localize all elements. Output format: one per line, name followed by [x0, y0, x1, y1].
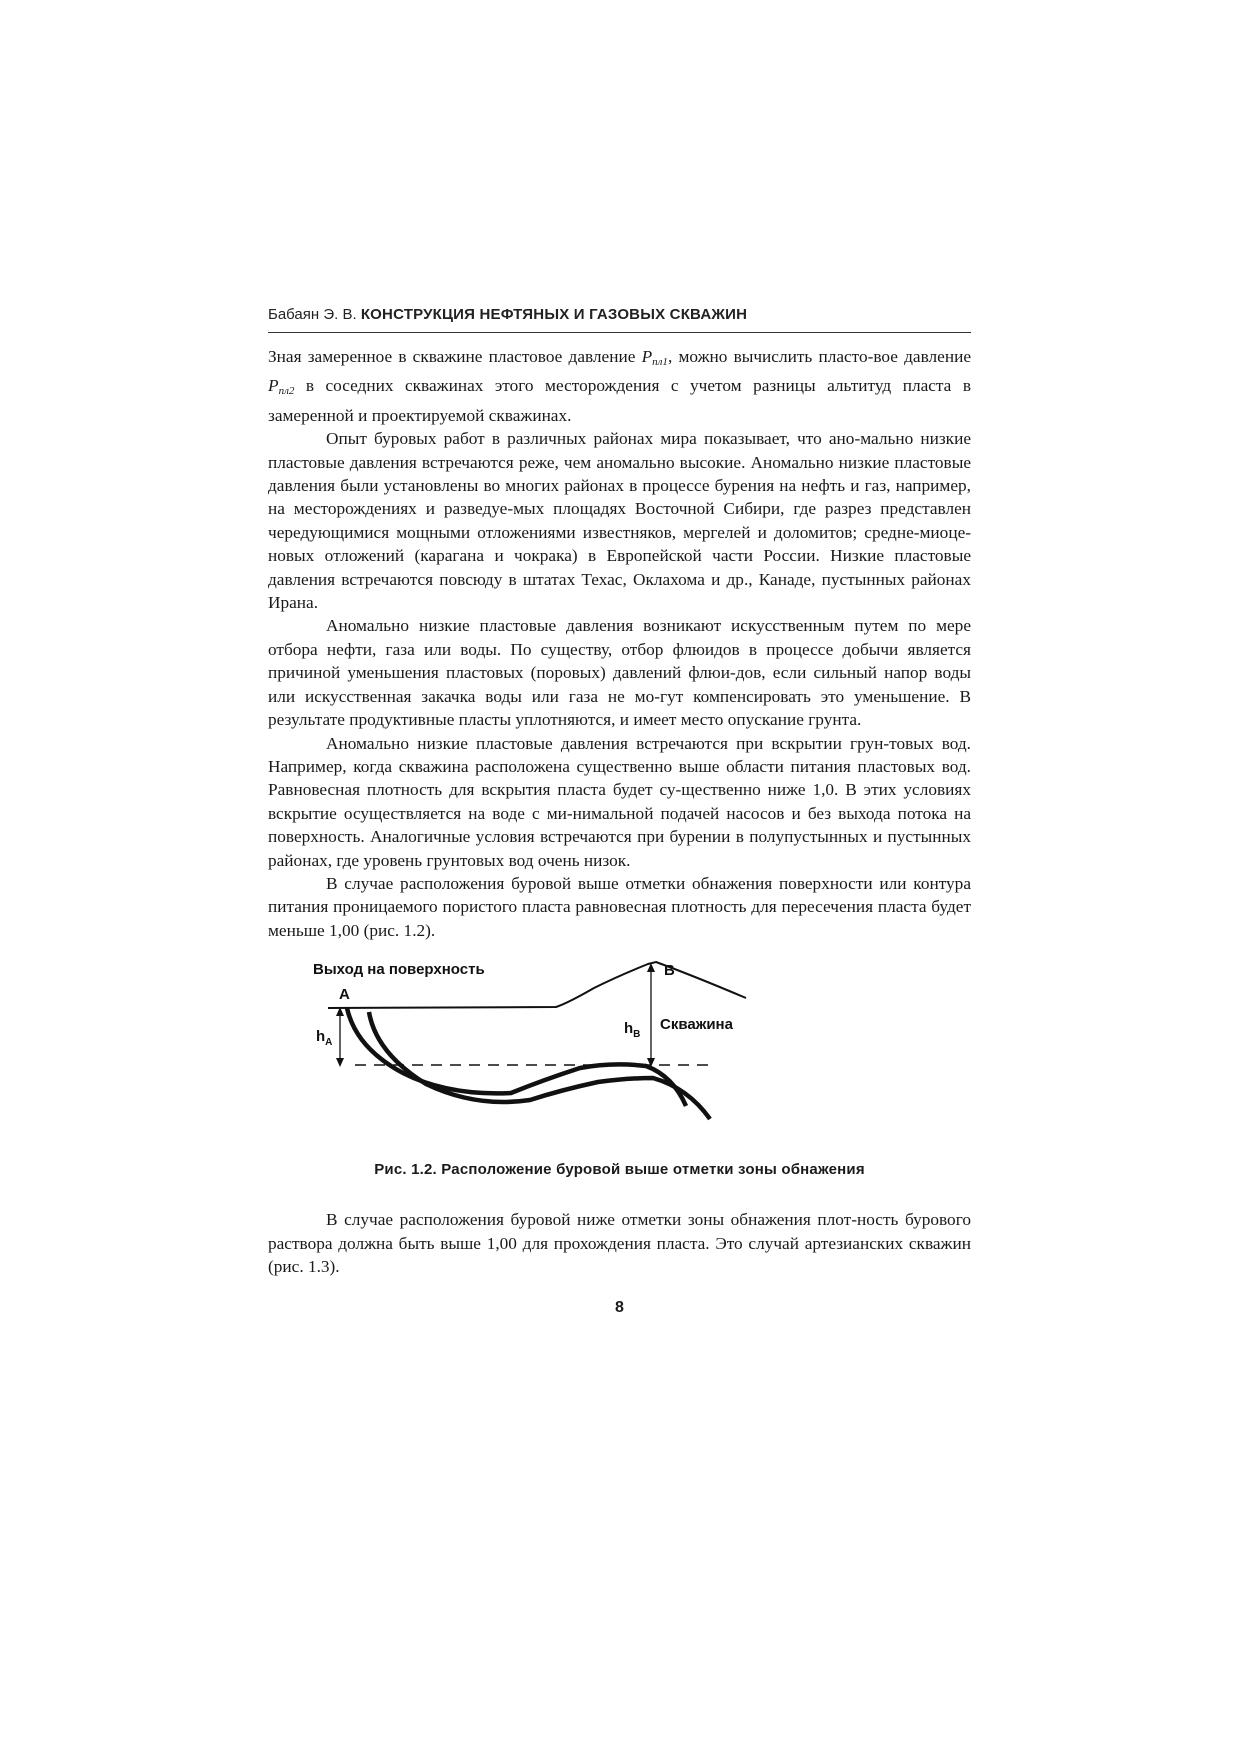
var-p-pl2 [268, 376, 295, 398]
paragraph-1-text-b: , можно вычислить пласто-вое давление [667, 347, 971, 366]
var-p-pl1 [642, 347, 668, 366]
label-h-b-main: h [624, 1020, 634, 1038]
page-number: 8 [615, 1299, 624, 1317]
paragraph-1 [268, 345, 971, 427]
paragraph-5: В случае расположения буровой выше отметки обнажения поверхности или контура питания проницаемого пористого пласта равновесная плотность для пересечения пласта будет меньше 1,00 (рис. 1.2). [268, 873, 971, 940]
figure-diagram [268, 958, 971, 1158]
body-text-top [268, 345, 971, 942]
running-header [268, 306, 971, 333]
book-page [268, 306, 971, 1317]
ha-arrow-head-bottom [336, 1058, 344, 1067]
var-p-pl1-sub: пл1 [652, 356, 668, 368]
var-p-pl2-sub: пл2 [278, 385, 295, 398]
paragraph-1-text-c: в соседних скважинах этого месторождения с учетом разницы альтитуд пласта в замеренной и проектируемой скважинах. [268, 376, 971, 425]
paragraph-3: Аномально низкие пластовые давления возникают искусственным путем по мере отбора нефти, газа или воды. По существу, отбор флюидов в процессе добычи является причиной уменьшения пластовых (поровых) давлений флюи-дов, если сильный напор воды или искусственная закачка воды или газа не мо-гут компенсировать это уменьшение. В результате продуктивные пласты уплотняются, и имеет место опускание грунта. [268, 616, 971, 730]
label-point-b: В [664, 962, 675, 980]
body-text-bottom [268, 1208, 971, 1278]
paragraph-1-text-a: Зная замеренное в скважине пластовое давление [268, 347, 642, 366]
label-outcrop: Выход на поверхность [313, 961, 485, 979]
paragraph-6: В случае расположения буровой ниже отметки зоны обнажения плот-ность бурового раствора должна быть выше 1,00 для прохождения пласта. Это случай артезианских скважин (рис. 1.3). [268, 1210, 971, 1276]
label-h-a [316, 1028, 332, 1048]
header-title: КОНСТРУКЦИЯ НЕФТЯНЫХ И ГАЗОВЫХ СКВАЖИН [360, 306, 748, 323]
label-h-b-sub: В [633, 1029, 641, 1041]
header-author: Бабаян Э. В. [268, 306, 357, 323]
label-h-a-main: h [316, 1028, 326, 1046]
label-well: Скважина [660, 1016, 733, 1034]
var-p-pl1-main: P [641, 347, 653, 366]
label-h-b [624, 1020, 640, 1040]
label-h-a-sub: А [325, 1037, 333, 1049]
figure-caption: Рис. 1.2. Расположение буровой выше отметки зоны обнажения [374, 1161, 865, 1179]
paragraph-2: Опыт буровых работ в различных районах мира показывает, что ано-мально низкие пластовые давления встречаются реже, чем аномально высокие. Аномально низкие пластовые давления были установлены во многих районах в процессе бурения на нефть и газ, например, на месторождениях и разведуе-мых площадях Восточной Сибири, где разрез представлен чередующимися мощными отложениями известняков, мергелей и доломитов; средне-миоце-новых отложений (карагана и чокрака) в Европейской части России. Низкие пластовые давления встречаются повсюду в штатах Техас, Оклахома и др., Канаде, пустынных районах Ирана. [268, 429, 971, 613]
label-point-a: А [339, 986, 350, 1004]
paragraph-4: Аномально низкие пластовые давления встречаются при вскрытии грун-товых вод. Например, когда скважина расположена существенно выше области питания пластовых вод. Равновесная плотность для вскрытия пласта будет су-щественно ниже 1,0. В этих условиях вскрытие осуществляется на воде с ми-нимальной подачей насосов и без выхода потока на поверхность. Аналогичные условия встречаются при бурении в полупустынных и пустынных районах, где уровень грунтовых вод очень низок. [268, 733, 971, 870]
var-p-pl2-main: P [268, 376, 279, 396]
figure-1-2 [268, 958, 971, 1158]
